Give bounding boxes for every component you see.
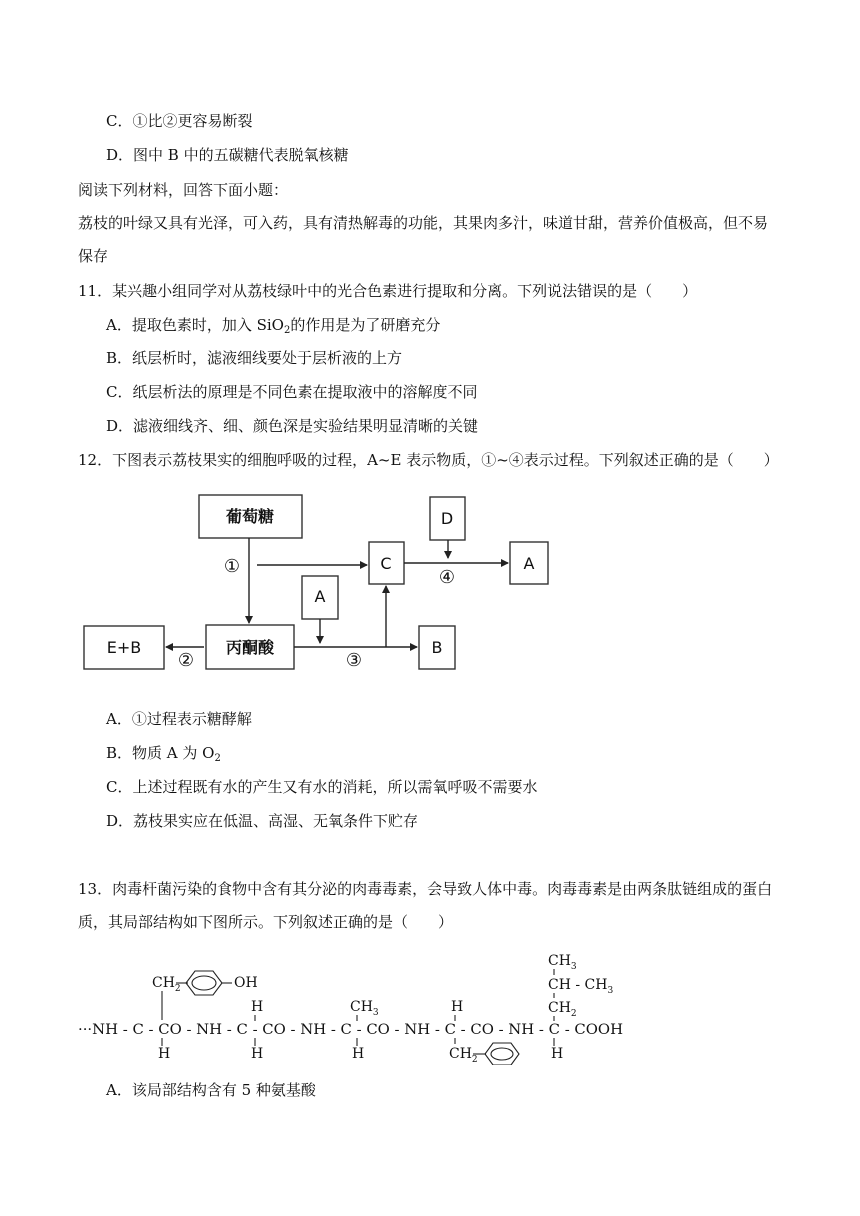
q12-option-a: A．①过程表示糖酵解	[106, 710, 252, 728]
step-2-label: ②	[177, 650, 195, 671]
box-a-right-label: A	[523, 554, 535, 573]
r3-h: H	[352, 1046, 365, 1062]
respiration-diagram	[0, 485, 860, 685]
box-a-mid-label: A	[314, 587, 326, 606]
step-3-label: ③	[345, 650, 363, 671]
q12-option-d: D．荔枝果实应在低温、高湿、无氧条件下贮存	[106, 812, 419, 830]
step-4-label: ④	[438, 567, 456, 588]
box-b-label: B	[431, 638, 443, 657]
r2-h-bottom: H	[251, 1046, 264, 1062]
box-eb-label: E+B	[106, 638, 142, 657]
r5-ch2: $CH_2$	[548, 1000, 577, 1019]
q11-option-d: D．滤液细线齐、细、颜色深是实验结果明显清晰的关键	[106, 417, 479, 435]
prev-option-c: C．①比②更容易断裂	[106, 112, 253, 130]
prev-option-d: D．图中 B 中的五碳糖代表脱氧核糖	[106, 146, 349, 164]
r4-h: H	[451, 999, 464, 1015]
q12-option-c: C．上述过程既有水的产生又有水的消耗，所以需氧呼吸不需要水	[106, 778, 538, 796]
q12-stem: 12．下图表示荔枝果实的细胞呼吸的过程，A~E 表示物质，①~④表示过程。下列叙述正确的是（ ）	[78, 451, 779, 469]
step-1-label: ①	[223, 556, 241, 577]
box-c-label: C	[380, 554, 392, 573]
r5-ch3-top: $CH_3$	[548, 953, 577, 972]
q13-stem-line-1: 13．肉毒杆菌污染的食物中含有其分泌的肉毒毒素，会导致人体中毒。肉毒毒素是由两条肽链组成的蛋白	[78, 880, 773, 898]
peptide-backbone: ···NH - C - CO - NH - C - CO - NH - C - CO - NH - C - CO - NH - C - COOH	[78, 1022, 623, 1038]
r1-oh: OH	[234, 975, 258, 991]
glucose-label: 葡萄糖	[225, 507, 275, 526]
q13-option-a: A．该局部结构含有 5 种氨基酸	[106, 1081, 316, 1099]
pyruvate-label: 丙酮酸	[225, 638, 275, 657]
reading-intro: 阅读下列材料，回答下面小题：	[78, 181, 289, 199]
r2-h-top: H	[251, 999, 264, 1015]
r4-ch2: $CH_2$	[449, 1046, 478, 1065]
q11-stem: 11．某兴趣小组同学对从荔枝绿叶中的光合色素进行提取和分离。下列说法错误的是（ ）	[78, 282, 698, 300]
r1-h: H	[158, 1046, 171, 1062]
q11-option-c: C．纸层析法的原理是不同色素在提取液中的溶解度不同	[106, 383, 478, 401]
material-line-1: 荔枝的叶绿又具有光泽，可入药，具有清热解毒的功能，其果肉多汁，味道甘甜，营养价值极高，但不易	[78, 214, 769, 232]
peptide-structure	[0, 945, 860, 1065]
q11-option-a: A．提取色素时，加入 SiO$_2$的作用是为了研磨充分	[106, 316, 441, 336]
r1-ch2: $CH_2$	[152, 975, 181, 994]
q13-stem-line-2: 质，其局部结构如下图所示。下列叙述正确的是（ ）	[78, 913, 454, 931]
r5-h: H	[551, 1046, 564, 1062]
r5-ch-ch3: CH - $CH_3$	[548, 977, 614, 996]
material-line-2: 保存	[78, 247, 109, 265]
box-d-label: D	[440, 509, 454, 528]
q12-option-b: B．物质 A 为 $O_2$	[106, 744, 221, 764]
r3-ch3: $CH_3$	[350, 999, 379, 1018]
q11-option-b: B．纸层析时，滤液细线要处于层析液的上方	[106, 349, 403, 367]
